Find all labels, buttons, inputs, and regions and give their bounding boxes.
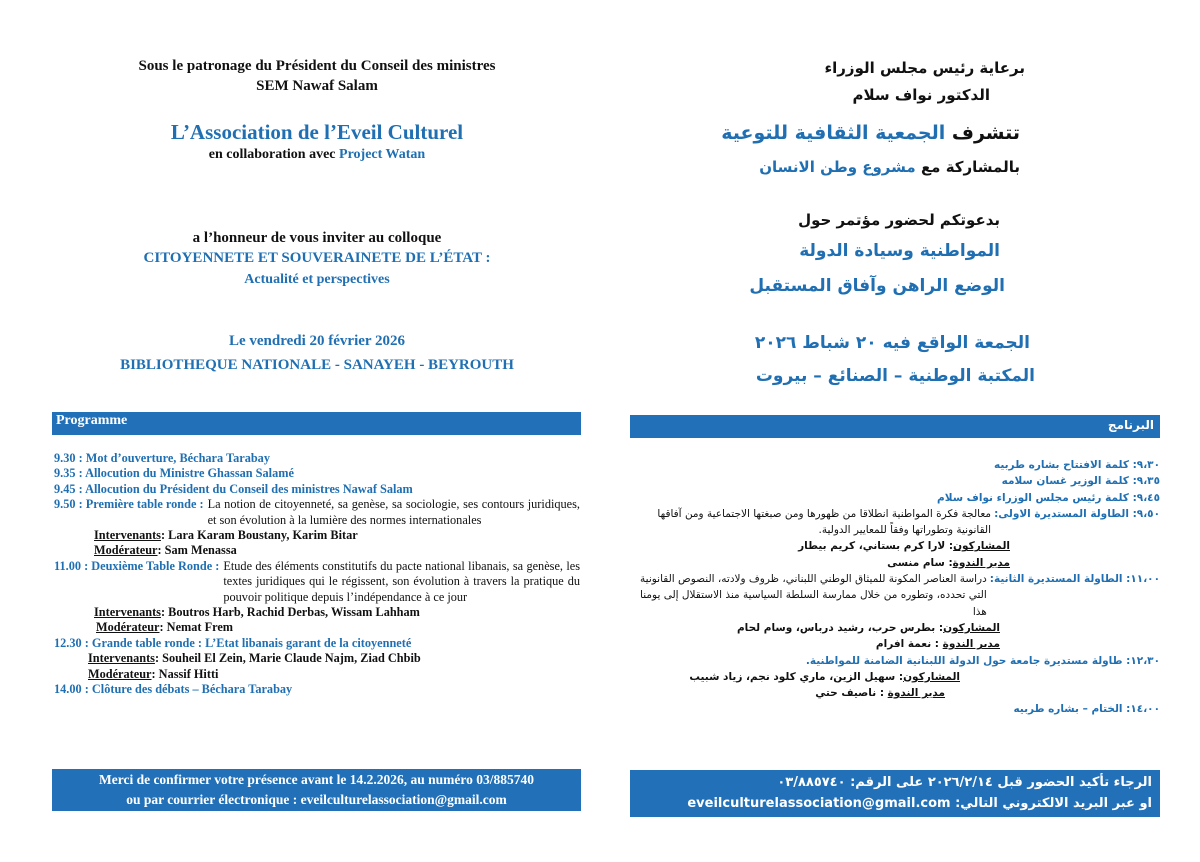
ar-rsvp-footer bbox=[630, 770, 1160, 817]
ar-prog-item bbox=[630, 506, 1160, 539]
fr-programme-header: Programme bbox=[52, 412, 581, 435]
fr-role-label: Intervenants bbox=[94, 605, 161, 620]
ar-collaboration bbox=[759, 158, 1020, 176]
fr-theme: CITOYENNETE ET SOUVERAINETE DE L’ÉTAT : bbox=[143, 250, 491, 266]
ar-rsvp-line1: الرجاء تأكيد الحضور قبل ٢٠٢٦/٢/١٤ على الرقم: ٠٣/٨٨٥٧٤٠ bbox=[777, 775, 1152, 790]
ar-prog-speakers bbox=[630, 669, 1160, 685]
fr-collab-partner: Project Watan bbox=[339, 147, 426, 162]
ar-programme-list bbox=[630, 457, 1160, 718]
arabic-panel bbox=[630, 0, 1160, 862]
ar-prog-moderator bbox=[630, 636, 1160, 652]
ar-role-names: : نعمة افرام bbox=[875, 638, 943, 651]
fr-prog-item bbox=[54, 559, 580, 605]
ar-invitation: بدعوتكم لحضور مؤتمر حول bbox=[798, 211, 1000, 229]
ar-prog-moderator bbox=[630, 555, 1160, 571]
ar-subtitle: الوضع الراهن وآفاق المستقبل bbox=[749, 276, 1005, 296]
ar-role-names: : سهيل الزين، ماري كلود نجم، زياد شبيب bbox=[689, 670, 904, 683]
ar-prog-item: ٩،٣٥: كلمة الوزير غسان سلامه bbox=[1001, 475, 1160, 488]
ar-prog-time: ١١،٠٠: الطاولة المستديرة الثانية: bbox=[989, 573, 1160, 586]
fr-role-label: Modérateur bbox=[94, 543, 158, 558]
ar-rsvp-line2 bbox=[638, 793, 1152, 814]
ar-date: الجمعة الواقع فيه ٢٠ شباط ٢٠٢٦ bbox=[754, 333, 1030, 353]
ar-patronage-line1: برعاية رئيس مجلس الوزراء bbox=[824, 59, 1025, 77]
fr-role-names: : Nassif Hitti bbox=[151, 666, 219, 681]
fr-prog-item bbox=[54, 497, 580, 528]
ar-assoc-name: الجمعية الثقافية للتوعية bbox=[721, 122, 946, 144]
fr-role-label: Modérateur bbox=[96, 620, 160, 635]
fr-role-label: Intervenants bbox=[88, 651, 155, 666]
ar-programme-header: البرنامج bbox=[630, 415, 1160, 438]
fr-prog-item: 9.30 : Mot d’ouverture, Béchara Tarabay bbox=[54, 451, 270, 465]
ar-role-label: المشاركون bbox=[953, 540, 1010, 553]
ar-collab-partner: مشروع وطن الانسان bbox=[759, 158, 916, 176]
ar-prog-item: ٩،٣٠: كلمة الافتتاح بشاره طربيه bbox=[993, 459, 1160, 471]
fr-patronage-line2: SEM Nawaf Salam bbox=[256, 78, 378, 94]
fr-prog-time: 9.50 : Première table ronde : bbox=[54, 497, 204, 512]
fr-subtitle: Actualité et perspectives bbox=[244, 272, 390, 287]
fr-prog-moderator bbox=[54, 667, 580, 682]
fr-invitation: a l’honneur de vous inviter au colloque bbox=[192, 230, 442, 246]
ar-role-names: : بطرس حرب، رشيد درباس، وسام لحام bbox=[736, 621, 944, 634]
fr-prog-item: 9.35 : Allocution du Ministre Ghassan Salamé bbox=[54, 466, 294, 481]
ar-prog-desc: معالجة فكرة المواطنية انطلاقا من ظهورها ومن صبغتها الاجتماعية ومن آفاقها القانونية وتطوراتها وفقاً للمعايير الدولية. bbox=[657, 507, 992, 537]
fr-association-name: L’Association de l’Eveil Culturel bbox=[170, 120, 464, 144]
fr-rsvp-line1: Merci de confirmer votre présence avant le 14.2.2026, au numéro 03/885740 bbox=[98, 772, 535, 787]
fr-collab-prefix: en collaboration avec bbox=[208, 147, 336, 162]
french-panel bbox=[52, 0, 582, 862]
ar-role-label: مدير الندوة bbox=[887, 687, 945, 700]
ar-theme: المواطنية وسيادة الدولة bbox=[799, 241, 1000, 261]
ar-prog-desc: دراسة العناصر المكونة للميثاق الوطني اللبناني، ظروف ولادته، النصوص القانونية التي تحدده، وتطوره من خلال ممارسة السلطة السياسية منذ الاستقلال إلى يومنا هذا bbox=[640, 573, 987, 618]
ar-role-label: مدير الندوة bbox=[942, 638, 1000, 651]
fr-prog-desc: La notion de citoyenneté, sa genèse, sa sociologie, ses contours juridiques, et son évolution à la lumière des normes internationales bbox=[207, 497, 580, 527]
fr-prog-item: 12.30 : Grande table ronde : L’Etat libanais garant de la citoyenneté bbox=[54, 635, 412, 650]
fr-role-label: Intervenants bbox=[94, 528, 161, 543]
ar-patronage-line2: الدكتور نواف سلام bbox=[852, 86, 990, 104]
fr-collaboration bbox=[52, 147, 582, 163]
fr-role-names: : Nemat Frem bbox=[159, 620, 234, 635]
fr-rsvp-line2: ou par courrier électronique : eveilculturelassociation@gmail.com bbox=[126, 792, 507, 807]
ar-venue: المكتبة الوطنية – الصنائع – بيروت bbox=[755, 366, 1035, 386]
fr-role-names: : Sam Menassa bbox=[157, 543, 237, 558]
ar-prog-item: ٩،٤٥: كلمة رئيس مجلس الوزراء نواف سلام bbox=[937, 491, 1160, 504]
ar-prog-item bbox=[630, 571, 1160, 620]
ar-role-names: : ناصيف حتي bbox=[815, 687, 888, 700]
fr-prog-speakers bbox=[54, 605, 580, 620]
ar-role-names: : سام منسى bbox=[887, 556, 953, 569]
fr-role-names: : Souheil El Zein, Marie Claude Najm, Ziad Chbib bbox=[154, 651, 421, 666]
fr-patronage-line1: Sous le patronage du Président du Conseil des ministres bbox=[138, 58, 496, 74]
fr-prog-speakers bbox=[54, 651, 580, 666]
ar-role-names: : لارا كرم بستاني، كريم بيطار bbox=[798, 540, 954, 553]
fr-role-names: : Lara Karam Boustany, Karim Bitar bbox=[160, 528, 358, 543]
fr-role-label: Modérateur bbox=[88, 666, 152, 681]
ar-prog-moderator bbox=[630, 685, 1160, 701]
fr-venue: BIBLIOTHEQUE NATIONALE - SANAYEH - BEYROUTH bbox=[120, 357, 514, 373]
fr-role-names: : Boutros Harb, Rachid Derbas, Wissam Lahham bbox=[160, 605, 420, 620]
ar-prog-speakers bbox=[630, 620, 1160, 636]
ar-rsvp-email: eveilculturelassociation@gmail.com bbox=[687, 796, 951, 811]
fr-prog-moderator bbox=[54, 620, 580, 635]
fr-rsvp-footer bbox=[52, 769, 581, 811]
fr-date: Le vendredi 20 février 2026 bbox=[228, 333, 406, 349]
fr-prog-item: 14.00 : Clôture des débats – Béchara Tarabay bbox=[54, 682, 293, 697]
ar-role-label: المشاركون bbox=[903, 670, 960, 683]
ar-role-label: المشاركون bbox=[943, 621, 1000, 634]
fr-prog-item: 9.45 : Allocution du Président du Conseil des ministres Nawaf Salam bbox=[54, 481, 413, 496]
ar-prog-item: ١٢،٣٠: طاولة مستديرة جامعة حول الدولة اللبنانية الضامنة للمواطنية. bbox=[805, 654, 1160, 667]
fr-prog-speakers bbox=[54, 528, 580, 543]
ar-prog-item: ١٤،٠٠: الختام – بشاره طربيه bbox=[1013, 703, 1160, 716]
ar-assoc-prefix: تتشرف bbox=[951, 122, 1020, 144]
ar-rsvp-prefix: او عبر البريد الالكتروني التالي: bbox=[955, 796, 1152, 811]
ar-prog-speakers bbox=[630, 538, 1160, 554]
fr-prog-moderator bbox=[54, 543, 580, 558]
ar-collab-prefix: بالمشاركة مع bbox=[920, 158, 1020, 176]
ar-prog-time: ٩،٥٠: الطاولة المستديرة الاولى: bbox=[994, 507, 1160, 520]
ar-role-label: مدير الندوة bbox=[952, 556, 1010, 569]
fr-prog-desc: Etude des éléments constitutifs du pacte national libanais, sa genèse, les textes juridiques qui le régissent, son évolution à travers la pratique du pouvoir politique depuis l’indépendance à ce jour bbox=[223, 558, 580, 604]
fr-programme-list bbox=[54, 451, 580, 698]
fr-prog-time: 11.00 : Deuxième Table Ronde : bbox=[54, 558, 220, 573]
ar-association bbox=[721, 122, 1020, 144]
